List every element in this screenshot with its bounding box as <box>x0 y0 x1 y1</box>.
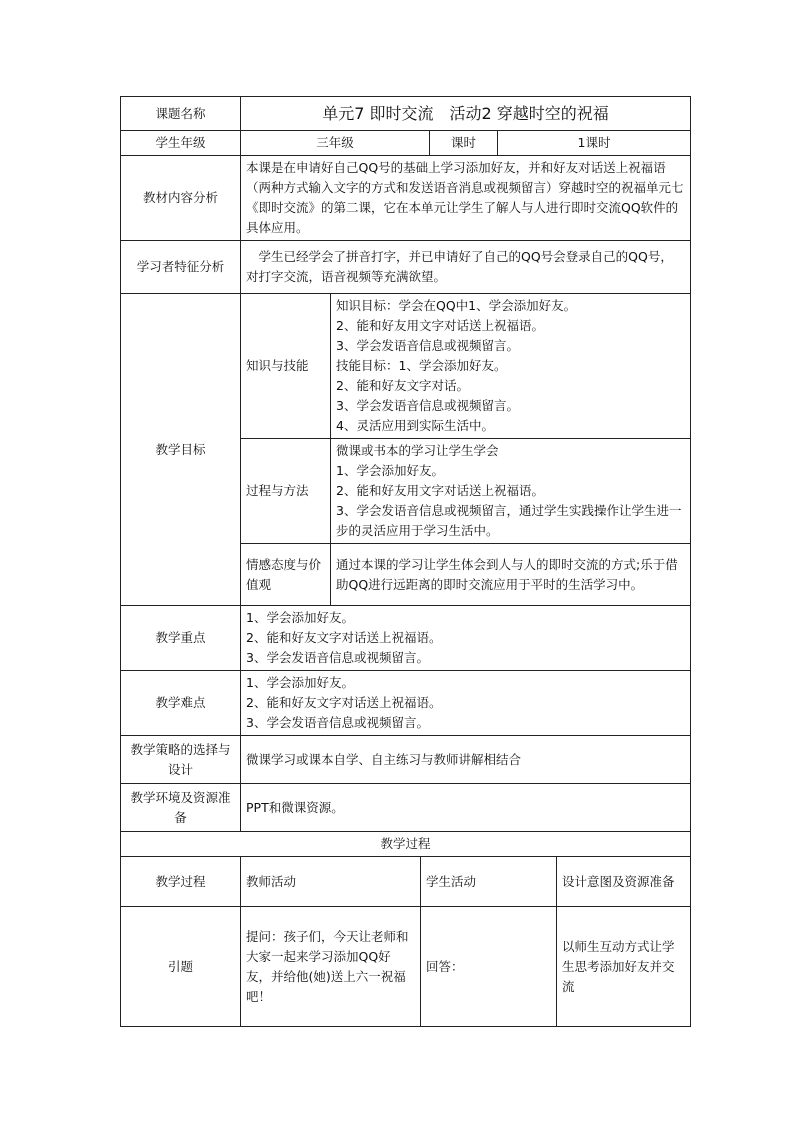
intro-student: 回答： <box>421 907 557 1027</box>
knowledge-line: 2、能和好友文字对话。 <box>336 378 469 393</box>
emotion-label: 情感态度与价值观 <box>241 544 331 606</box>
process-label: 过程与方法 <box>241 439 331 544</box>
key-label: 教学重点 <box>121 606 241 671</box>
grade-label: 学生年级 <box>121 131 241 156</box>
strategy-label: 教学策略的选择与设计 <box>121 736 241 784</box>
difficulty-label: 教学难点 <box>121 671 241 736</box>
difficulty-lines <box>241 671 691 736</box>
process-line: 微课或书本的学习让学生学会 <box>336 443 499 458</box>
difficulty-line: 1、学会添加好友。 <box>246 675 354 690</box>
col-teacher: 教师活动 <box>241 857 421 907</box>
lesson-plan-document <box>120 96 690 1027</box>
key-line: 1、学会添加好友。 <box>246 610 354 625</box>
hours-label: 课时 <box>430 131 498 156</box>
row-difficulty <box>121 671 691 736</box>
col-student: 学生活动 <box>421 857 557 907</box>
process-lines <box>331 439 691 544</box>
lesson-plan-table <box>120 96 691 1027</box>
row-grade <box>121 131 691 156</box>
knowledge-line: 3、学会发语音信息或视频留言。 <box>336 398 519 413</box>
row-columns <box>121 857 691 907</box>
col-process: 教学过程 <box>121 857 241 907</box>
knowledge-line: 技能目标：1、学会添加好友。 <box>336 358 507 373</box>
row-material <box>121 156 691 241</box>
key-lines <box>241 606 691 671</box>
learner-text: 学生已经学会了拼音打字，并已申请好了自己的QQ号会登录自己的QQ号，对打字交流，语音视频等充满欲望。 <box>241 241 691 294</box>
knowledge-line: 知识目标：学会在QQ中1、学会添加好友。 <box>336 298 577 313</box>
material-text: 本课是在申请好自己QQ号的基础上学习添加好友，并和好友对话送上祝福语（两种方式输入文字的方式和发送语音消息或视频留言）穿越时空的祝福单元七《即时交流》的第二课，它在本单元让学生了解人与人进行即时交流QQ软件的具体应用。 <box>241 156 691 241</box>
learner-label: 学习者特征分析 <box>121 241 241 294</box>
knowledge-line: 2、能和好友用文字对话送上祝福语。 <box>336 318 544 333</box>
title-label: 课题名称 <box>121 97 241 131</box>
row-knowledge <box>121 294 691 439</box>
env-label: 教学环境及资源准备 <box>121 784 241 832</box>
row-learner <box>121 241 691 294</box>
knowledge-line: 3、学会发语音信息或视频留言。 <box>336 338 519 353</box>
knowledge-lines <box>331 294 691 439</box>
intro-design: 以师生互动方式让学生思考添加好友并交流 <box>557 907 691 1027</box>
process-line: 2、能和好友用文字对话送上祝福语。 <box>336 483 544 498</box>
knowledge-label: 知识与技能 <box>241 294 331 439</box>
env-text: PPT和微课资源。 <box>241 784 691 832</box>
title-value: 单元7 即时交流 活动2 穿越时空的祝福 <box>241 97 691 131</box>
key-line: 3、学会发语音信息或视频留言。 <box>246 650 429 665</box>
row-intro <box>121 907 691 1027</box>
intro-label: 引题 <box>121 907 241 1027</box>
difficulty-line: 2、能和好友文字对话送上祝福语。 <box>246 695 442 710</box>
process-header: 教学过程 <box>121 832 691 857</box>
material-label: 教材内容分析 <box>121 156 241 241</box>
row-title <box>121 97 691 131</box>
strategy-text: 微课学习或课本自学、自主练习与教师讲解相结合 <box>241 736 691 784</box>
key-line: 2、能和好友文字对话送上祝福语。 <box>246 630 442 645</box>
process-line: 1、学会添加好友。 <box>336 463 444 478</box>
hours-value: 1课时 <box>498 131 691 156</box>
row-process-header <box>121 832 691 857</box>
goals-label: 教学目标 <box>121 294 241 606</box>
intro-teacher: 提问：孩子们，今天让老师和大家一起来学习添加QQ好友，并给他(她)送上六一祝福吧！ <box>241 907 421 1027</box>
row-env <box>121 784 691 832</box>
grade-value: 三年级 <box>241 131 430 156</box>
process-line: 3、学会发语音信息或视频留言，通过学生实践操作让学生进一步的灵活应用于学习生活中。 <box>336 503 682 538</box>
difficulty-line: 3、学会发语音信息或视频留言。 <box>246 715 429 730</box>
row-key <box>121 606 691 671</box>
col-design: 设计意图及资源准备 <box>557 857 691 907</box>
emotion-text: 通过本课的学习让学生体会到人与人的即时交流的方式;乐于借助QQ进行远距离的即时交流应用于平时的生活学习中。 <box>331 544 691 606</box>
knowledge-line: 4、灵活应用到实际生活中。 <box>336 418 494 433</box>
row-strategy <box>121 736 691 784</box>
